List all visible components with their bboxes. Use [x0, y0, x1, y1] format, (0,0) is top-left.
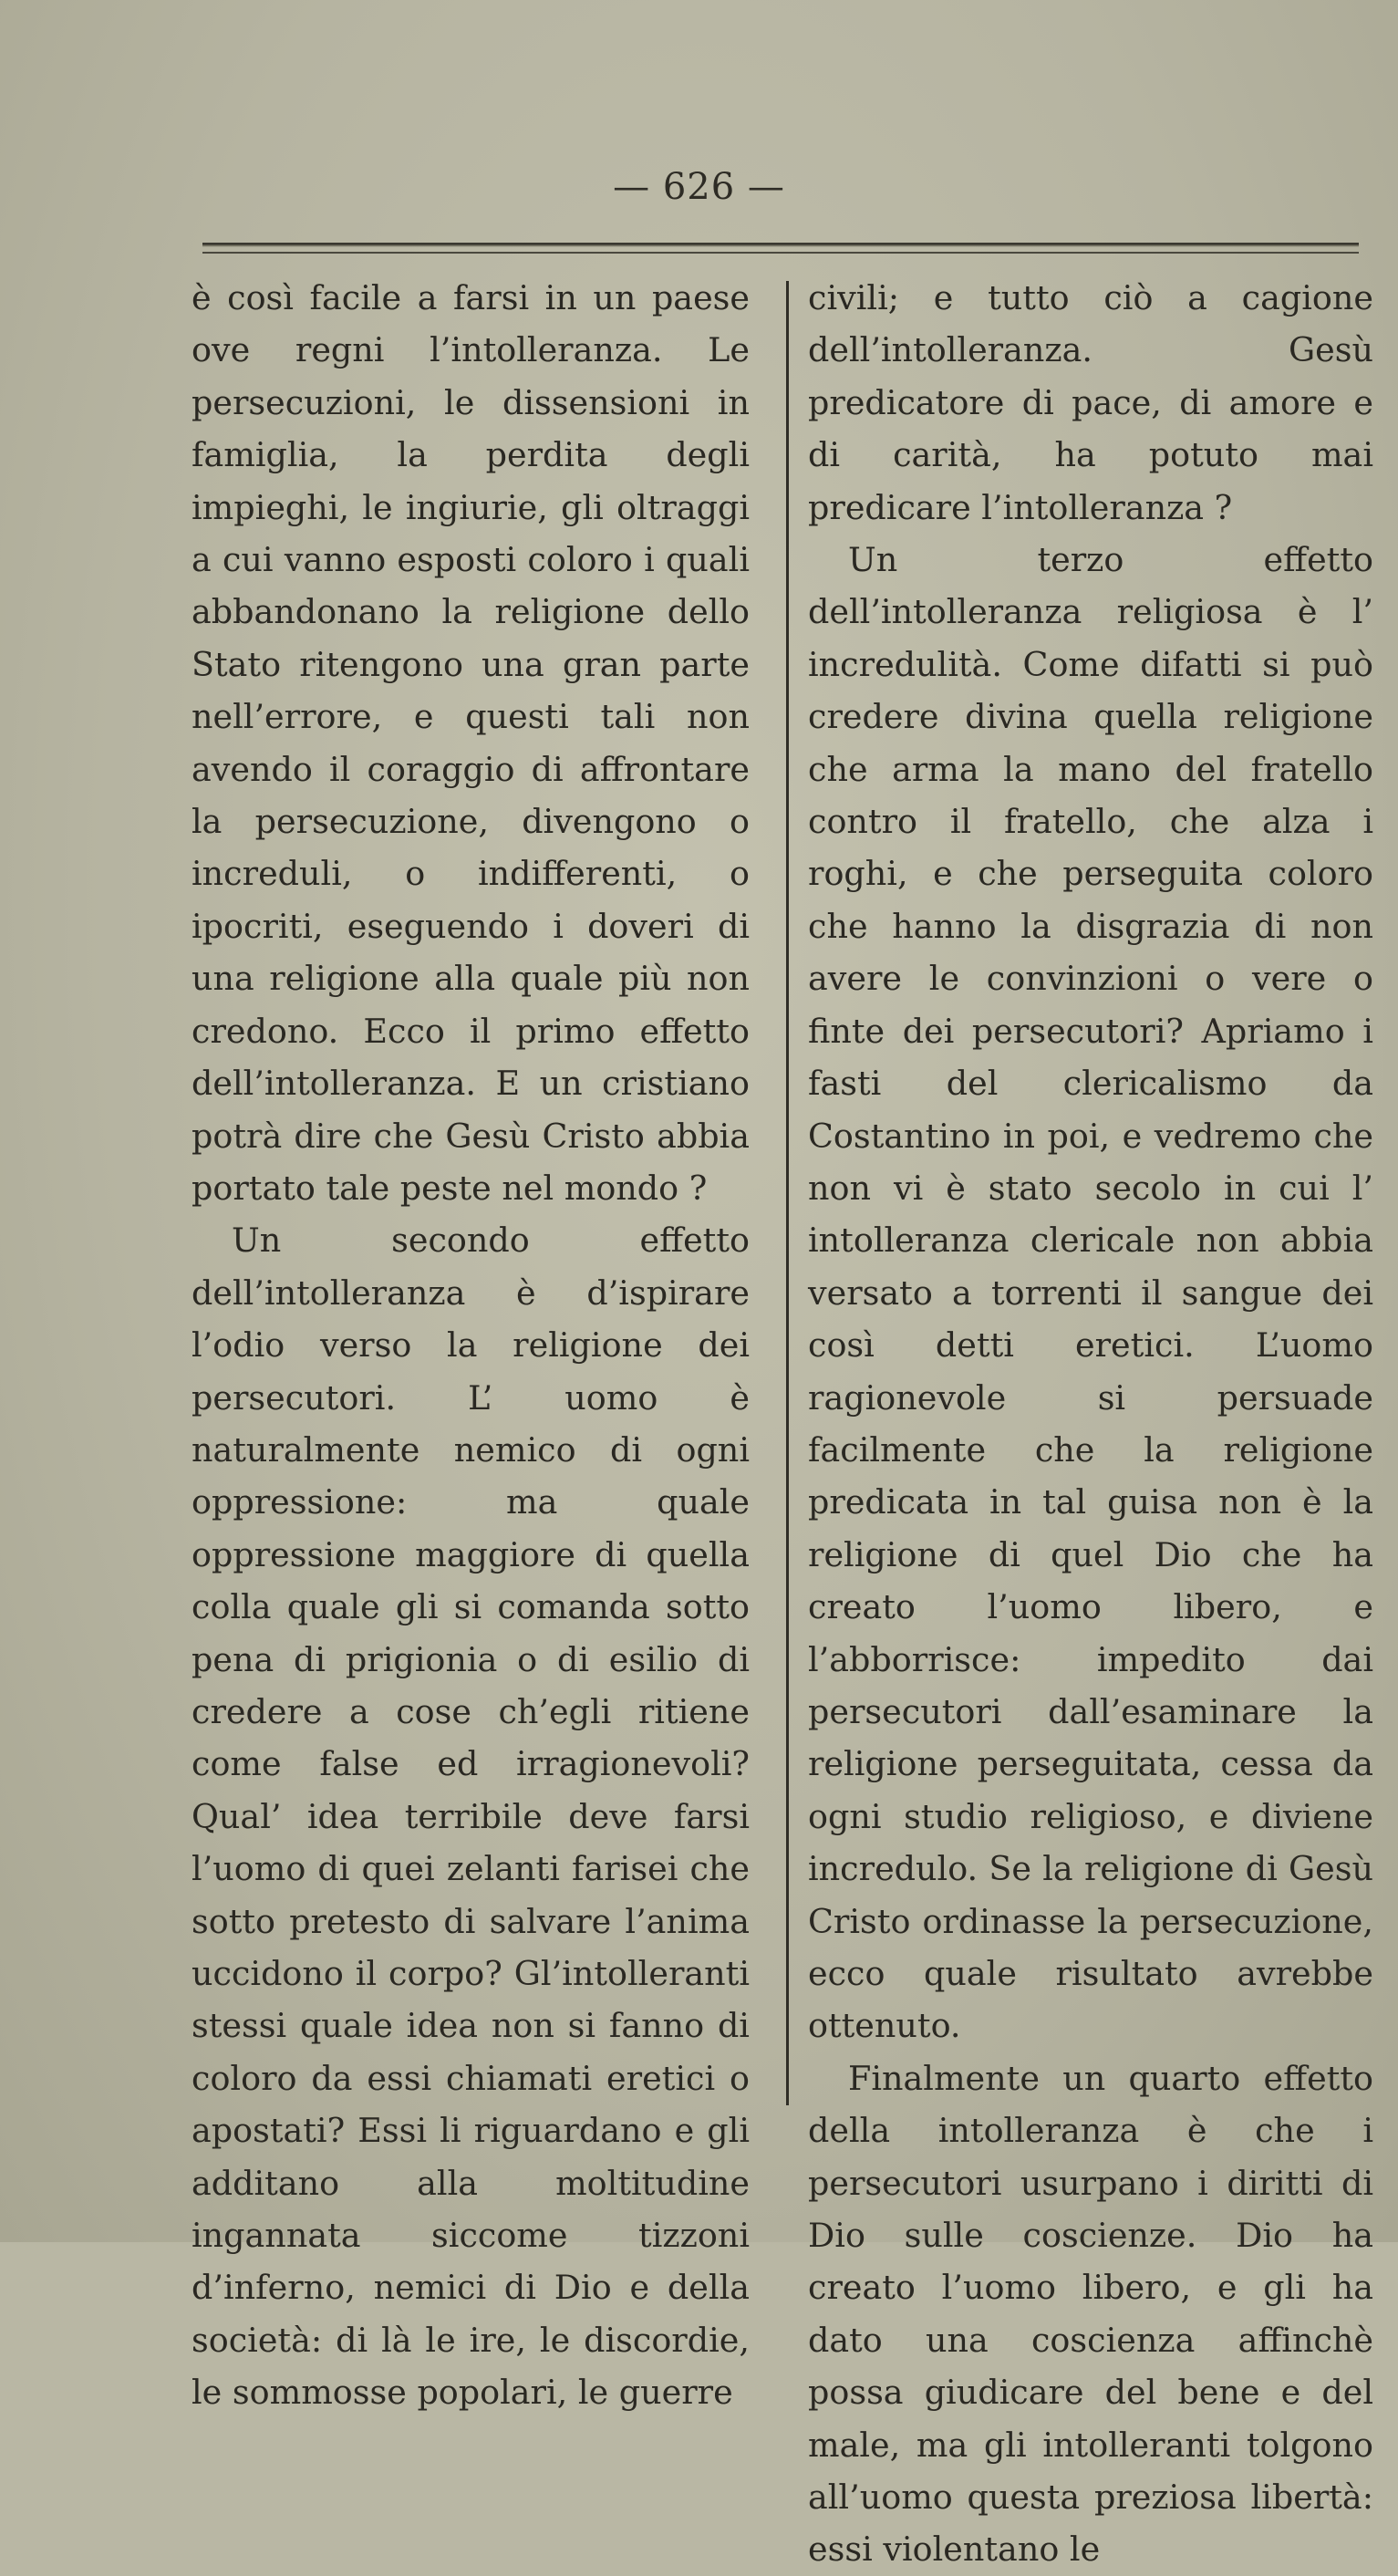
left-column — [192, 272, 750, 2419]
paragraph: Finalmente un quarto effetto della intolleranza è che i persecutori usurpano i diritti di Dio sulle coscienze. Dio ha creato l’uomo libero, e gli ha dato una coscienza affinchè possa giudicare del bene e del male, ma gli intolleranti tolgono all’uomo questa preziosa libertà: essi violentano le — [808, 2058, 1373, 2570]
column-divider — [786, 281, 789, 2105]
page-number: — 626 — — [613, 166, 785, 208]
header-rule — [202, 243, 1359, 247]
paragraph: Un secondo effetto dell’intolleranza è d’ispirare l’odio verso la religione dei persecutori. L’ uomo è naturalmente nemico di ogni oppressione: ma quale oppressione maggiore di quella colla quale gli si comanda sotto pena di prigionia o di esilio di credere a cose ch’egli ritiene come false ed irragionevoli? Qual’ idea terribile deve farsi l’uomo di quei zelanti farisei che sotto pretesto di salvare l’anima uccidono il corpo? Gl’intolleranti stessi quale idea non si fanno di coloro da essi chiamati eretici o apostati? Essi li riguardano e gli additano alla moltitudine ingannata siccome tizzoni d’inferno, nemici di Dio e della società: di là le ire, le discordie, le sommosse popolari, le guerre — [192, 1220, 750, 2413]
paragraph: è così facile a farsi in un paese ove regni l’intolleranza. Le persecuzioni, le dissensioni in famiglia, la perdita degli impieghi, le ingiurie, gli oltraggi a cui vanno esposti coloro i quali abbandonano la religione dello Stato ritengono una gran parte nell’errore, e questi tali non avendo il coraggio di affrontare la persecuzione, divengono o increduli, o indifferenti, o ipocriti, eseguendo i doveri di una religione alla quale più non credono. Ecco il primo effetto dell’intolleranza. E un cristiano potrà dire che Gesù Cristo abbia portato tale peste nel mondo ? — [192, 278, 750, 1208]
paragraph: Un terzo effetto dell’intolleranza religiosa è l’ incredulità. Come difatti si può credere divina quella religione che arma la mano del fratello contro il fratello, che alza i roghi, e che perseguita coloro che hanno la disgrazia di non avere le convinzioni o vere o finte dei persecutori? Apriamo i fasti del clericalismo da Costantino in poi, e vedremo che non vi è stato secolo in cui l’ intolleranza clericale non abbia versato a torrenti il sangue dei così detti eretici. L’uomo ragionevole si persuade facilmente che la religione predicata in tal guisa non è la religione di quel Dio che ha creato l’uomo libero, e l’abborrisce: impedito dai persecutori dall’esaminare la religione perseguitata, cessa da ogni studio religioso, e diviene incredulo. Se la religione di Gesù Cristo ordinasse la persecuzione, ecco quale risultato avrebbe ottenuto. — [808, 540, 1373, 2046]
paragraph: civili; e tutto ciò a cagione dell’intolleranza. Gesù predicatore di pace, di amore e di carità, ha potuto mai predicare l’intolleranza ? — [808, 278, 1373, 527]
right-column — [808, 272, 1373, 2576]
header-rule-thin — [202, 252, 1359, 254]
